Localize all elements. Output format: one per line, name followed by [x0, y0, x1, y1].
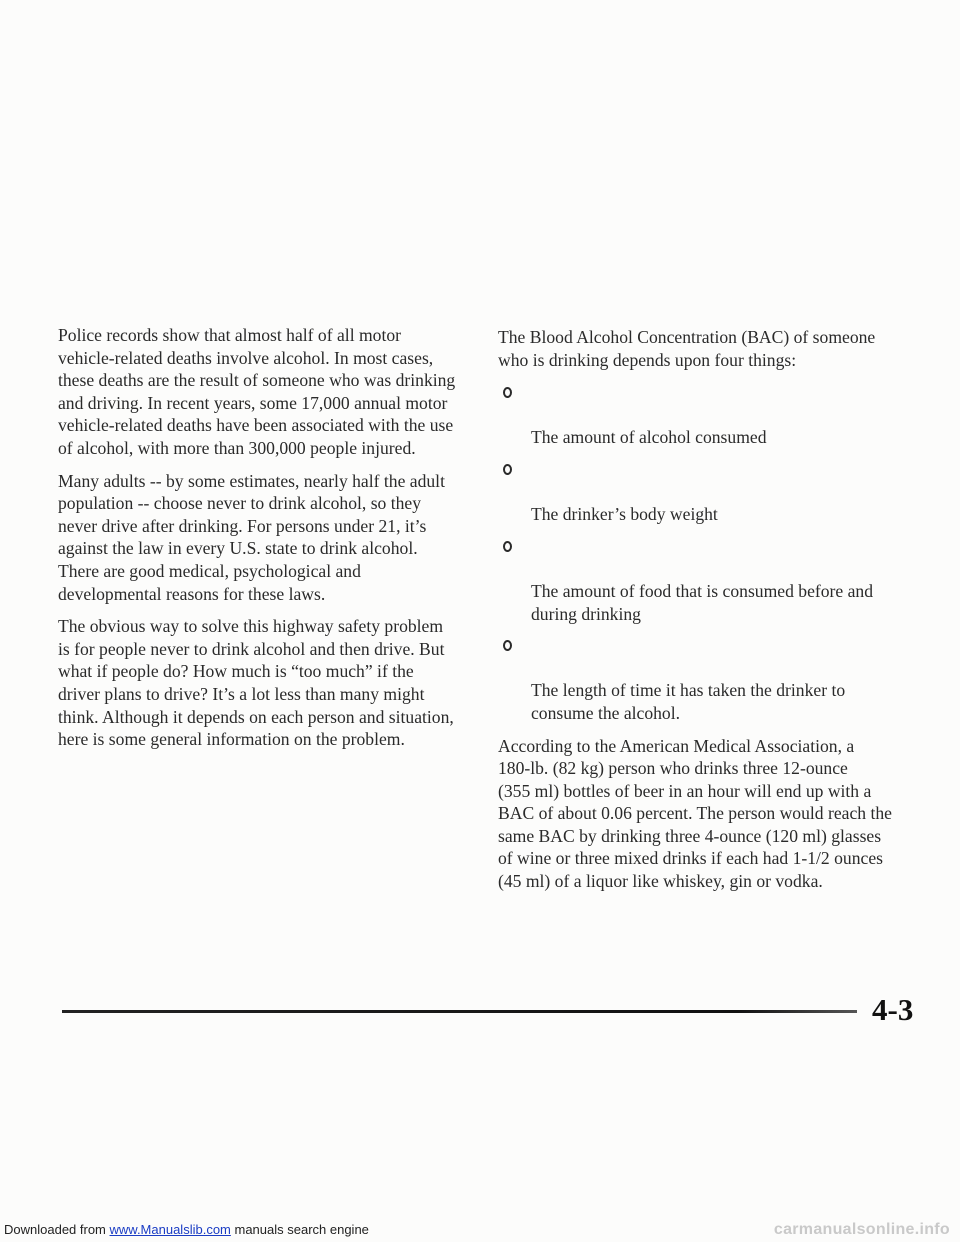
- bullet-icon: [503, 640, 512, 651]
- download-notice: [4, 1222, 369, 1237]
- manualslib-link[interactable]: www.Manualslib.com: [109, 1222, 231, 1237]
- footer-divider: [62, 1010, 857, 1013]
- list-item: [498, 381, 918, 449]
- paragraph-ama-example: According to the American Medical Association, a 180-lb. (82 kg) person who drinks three 12-ounce (355 ml) bottles of beer in an hour will end up with a BAC of about 0.06 percent. The person would reach the same BAC by drinking three 4-ounce (120 ml) glasses of wine or three mixed drinks if each had 1-1/2 ounces (45 ml) of a liquor like whiskey, gin or vodka.: [498, 735, 892, 892]
- list-item: [498, 634, 918, 724]
- bullet-icon: [503, 387, 512, 398]
- watermark: carmanualsonline.info: [773, 1221, 950, 1238]
- paragraph-obvious-way: The obvious way to solve this highway safety problem is for people never to drink alcohol and then drive. But what if people do? How much is “too much” if the driver plans to drive? It’s a lot less than many might think. Although it depends on each person and situation, here is some general information on the problem.: [58, 616, 454, 750]
- bac-factors-list: [498, 381, 918, 724]
- list-item: [498, 535, 918, 625]
- list-item-text: The drinker’s body weight: [531, 504, 718, 525]
- list-item: [498, 458, 918, 526]
- bullet-icon: [503, 464, 512, 475]
- right-column: [498, 326, 918, 903]
- paragraph-police-records: Police records show that almost half of all motor vehicle-related deaths involve alcohol. In most cases, these deaths are the result of someone who was drinking and driving. In recent years, some 17,000 annual motor vehicle-related deaths have been associated with the use of alcohol, with more than 300,000 people injured.: [58, 325, 456, 458]
- page-number: 4-3: [872, 992, 914, 1027]
- paragraph-many-adults: Many adults -- by some estimates, nearly half the adult population -- choose never to drink alcohol, so they never drive after drinking. For persons under 21, it’s against the law in every U.S. state to drink alcohol. There are good medical, psychological and developmental reasons for these laws.: [58, 470, 445, 604]
- list-item-text: The amount of alcohol consumed: [531, 427, 767, 448]
- download-suffix: manuals search engine: [230, 1222, 369, 1237]
- download-prefix: Downloaded from: [4, 1222, 110, 1237]
- bullet-icon: [503, 541, 512, 552]
- download-footer: [0, 1218, 960, 1242]
- list-item-text: The length of time it has taken the drinker to consume the alcohol.: [531, 680, 846, 723]
- paragraph-bac-intro: The Blood Alcohol Concentration (BAC) of someone who is drinking depends upon four things:: [498, 327, 876, 370]
- left-column: [58, 324, 456, 761]
- list-item-text: The amount of food that is consumed before and during drinking: [531, 580, 874, 624]
